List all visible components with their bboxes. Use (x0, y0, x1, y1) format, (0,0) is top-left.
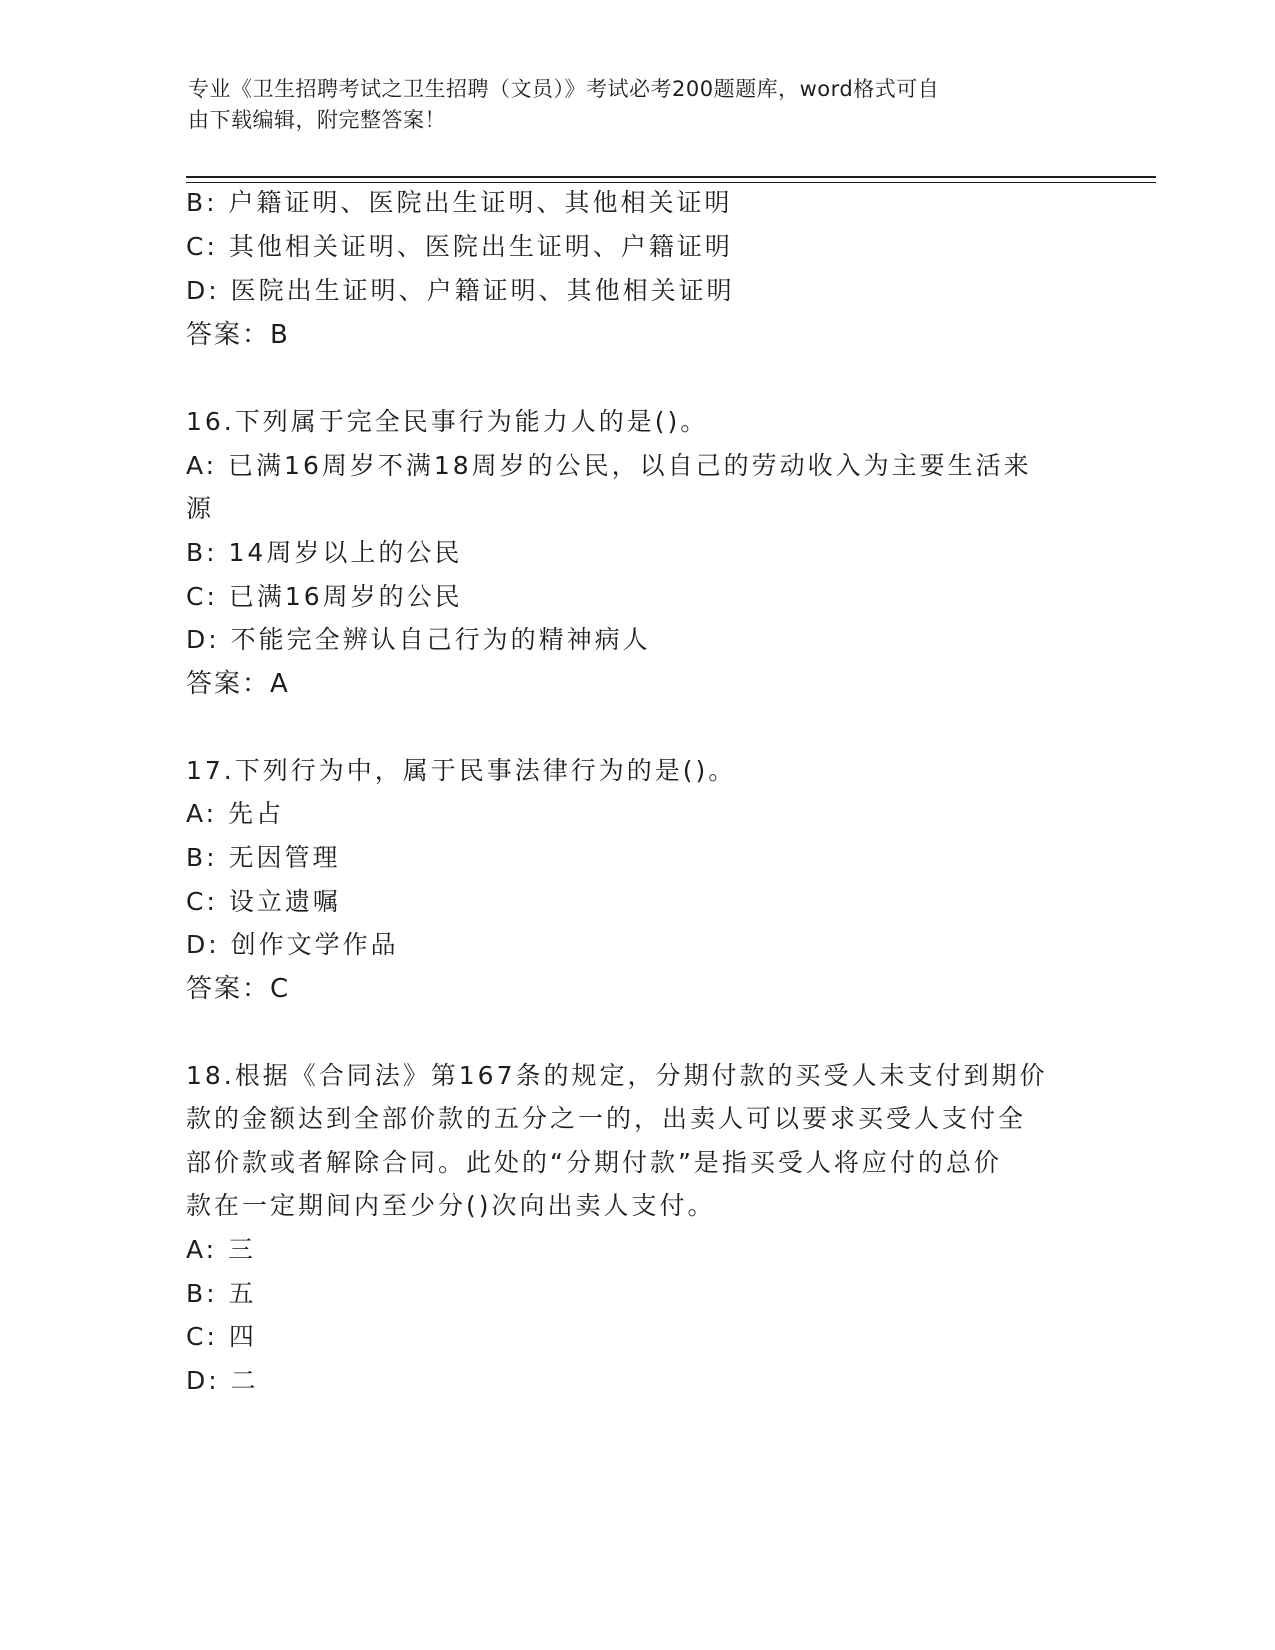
q17-question: 17.下列行为中，属于民事法律行为的是()。 (186, 756, 737, 785)
q15-option-d: D: 医院出生证明、户籍证明、其他相关证明 (186, 276, 735, 305)
q16-option-d: D: 不能完全辨认自己行为的精神病人 (186, 625, 651, 654)
q15-answer: 答案：B (186, 320, 290, 350)
q18-option-a: A: 三 (186, 1235, 257, 1264)
header-line-1: 专业《卫生招聘考试之卫生招聘（文员）》考试必考200题题库，word格式可自 (188, 77, 940, 101)
q17-answer: 答案：C (186, 974, 291, 1004)
q15-option-b: B: 户籍证明、医院出生证明、其他相关证明 (186, 188, 733, 217)
q18-question-line2: 款的金额达到全部价款的五分之一的，出卖人可以要求买受人支付全 (186, 1104, 1027, 1133)
q18-option-c: C: 四 (186, 1322, 257, 1351)
header-rule-thin (186, 182, 1156, 183)
q17-option-c: C: 设立遗嘱 (186, 887, 341, 916)
header-rule-thick (186, 176, 1156, 178)
document-header (188, 74, 1088, 136)
q18-question-line3: 部价款或者解除合同。此处的“分期付款”是指买受人将应付的总价 (186, 1148, 1002, 1177)
q18-option-b: B: 五 (186, 1279, 257, 1308)
q15-option-c: C: 其他相关证明、医院出生证明、户籍证明 (186, 232, 733, 261)
q16-option-b: B: 14周岁以上的公民 (186, 538, 463, 567)
q16-option-a-line1: A: 已满16周岁不满18周岁的公民，以自己的劳动收入为主要生活来 (186, 451, 1032, 480)
q18-question-line1: 18.根据《合同法》第167条的规定，分期付款的买受人未支付到期价 (186, 1061, 1048, 1090)
q17-option-a: A: 先占 (186, 799, 285, 828)
q16-option-c: C: 已满16周岁的公民 (186, 582, 463, 611)
q16-answer: 答案：A (186, 669, 290, 699)
q17-option-b: B: 无因管理 (186, 843, 341, 872)
q18-question-line4: 款在一定期间内至少分()次向出卖人支付。 (186, 1191, 716, 1220)
header-line-2: 由下载编辑，附完整答案！ (188, 108, 446, 132)
q16-option-a-line2: 源 (186, 494, 215, 523)
q17-option-d: D: 创作文学作品 (186, 930, 399, 959)
q18-option-d: D: 二 (186, 1366, 259, 1395)
q16-question: 16.下列属于完全民事行为能力人的是()。 (186, 407, 709, 436)
